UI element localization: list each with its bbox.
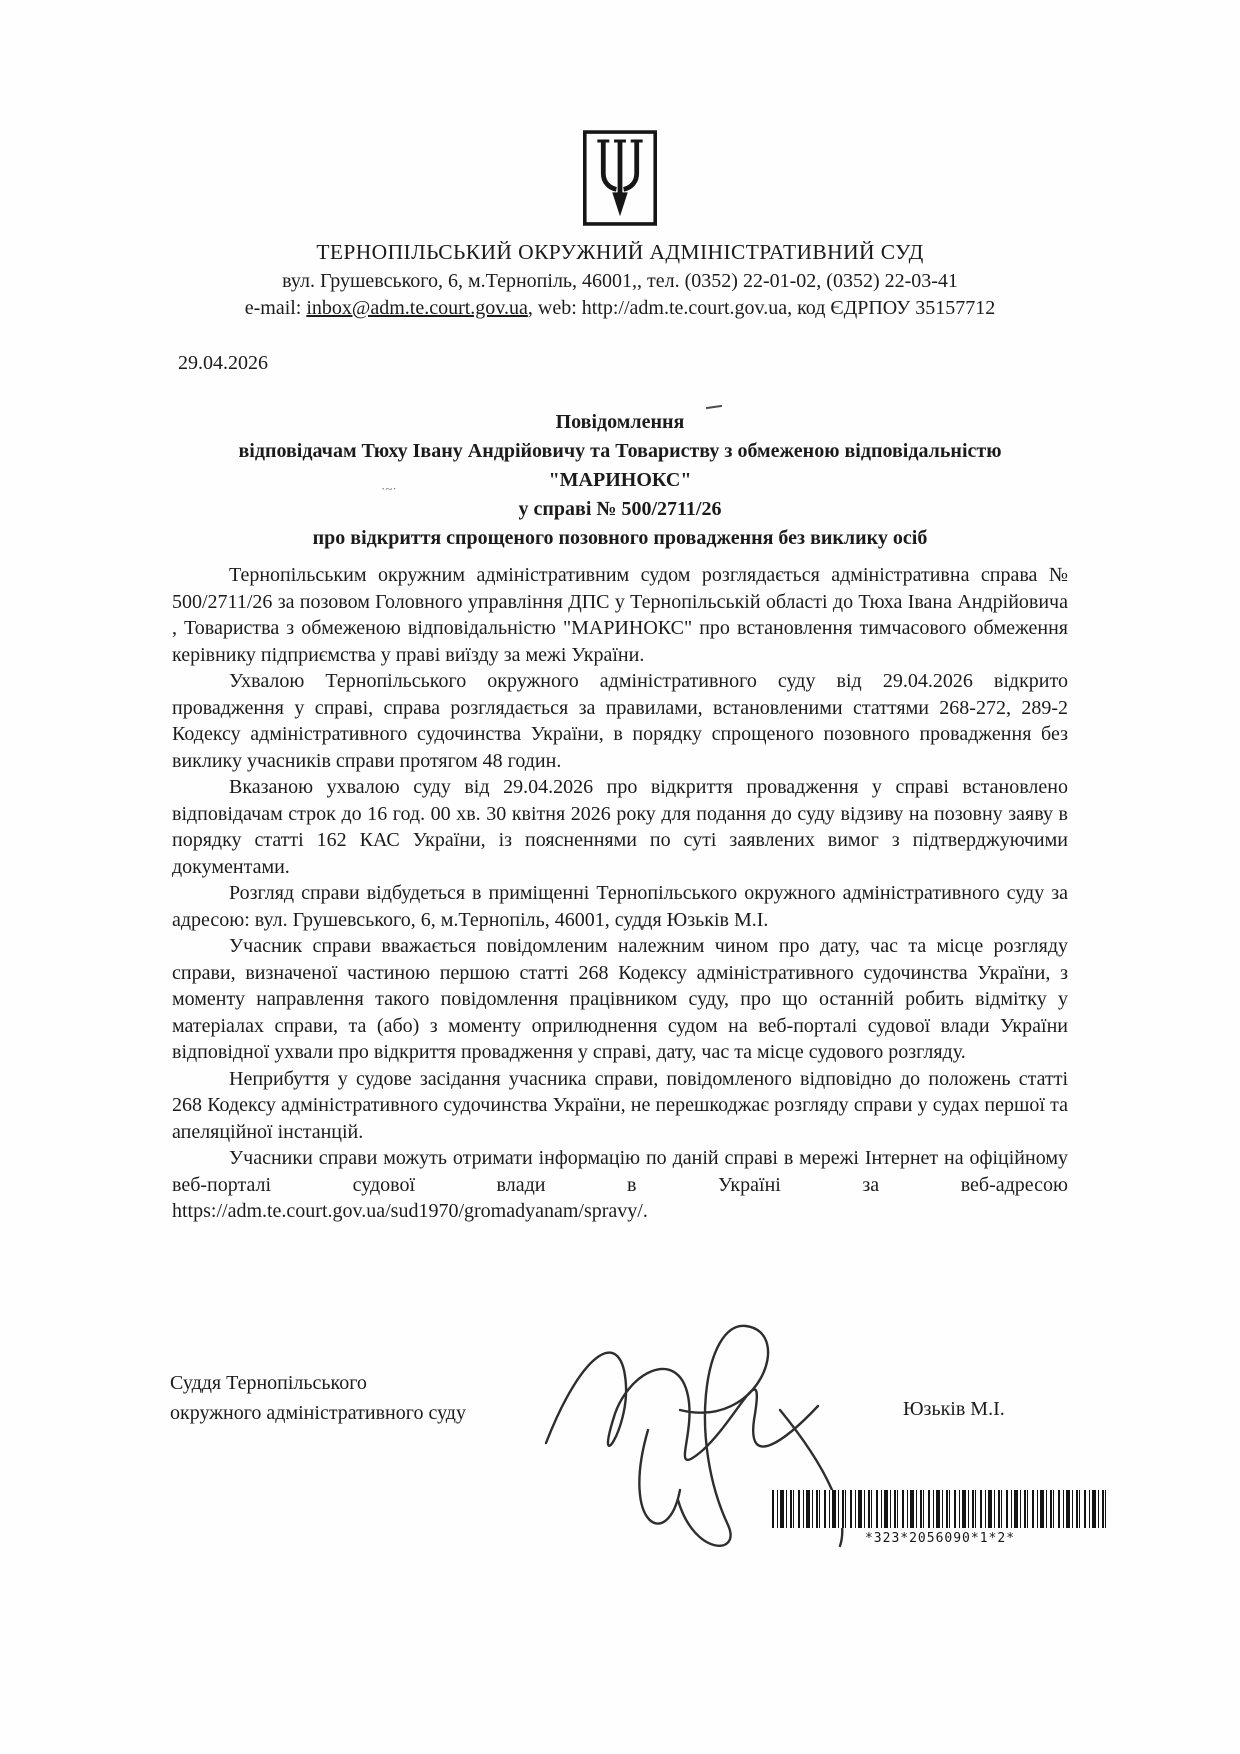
judge-title-line: Суддя Тернопільського [170, 1372, 367, 1394]
court-name: ТЕРНОПІЛЬСЬКИЙ ОКРУЖНИЙ АДМІНІСТРАТИВНИЙ СУД [316, 240, 924, 264]
notice-title [0, 408, 1240, 553]
body-paragraph: Вказаною ухвалою суду від 29.04.2026 про відкриття провадження у справі встановлено відповідачам строк до 16 год. 00 хв. 30 квітня 2026 року для подання до суду відзиву на позовну заяву в порядку статті 162 КАС України, із поясненнями по суті заявлених вимог з підтверджуючими документами. [172, 776, 1068, 878]
contact-line [0, 297, 1240, 320]
barcode [772, 1490, 1108, 1528]
barcode-block [772, 1490, 1108, 1546]
barcode-text: *323*2056090*1*2* [864, 1531, 1016, 1546]
body-paragraph: Ухвалою Тернопільського окружного адміністративного суду від 29.04.2026 відкрито провадження у справі, справа розглядається за правилами, встановленими статтями 268-272, 289-2 Кодексу адміністративного судочинства України, в порядку спрощеного позовного провадження без виклику учасників справи протягом 48 годин. [172, 670, 1068, 772]
notice-body [172, 562, 1068, 1225]
email-label: e-mail: [244, 297, 307, 319]
body-paragraph: Учасники справи можуть отримати інформацію по даній справі в мережі Інтернет на офіційному веб-порталі судової влади в Україні за веб-адресою https://adm.te.court.gov.ua/sud1970/gromadyanam/spravy/. [172, 1147, 1068, 1222]
notice-title-line: відповідачам Тюху Івану Андрійовичу та Товариству з обмеженою відповідальністю [238, 440, 1002, 462]
web-and-code-text: , web: http://adm.te.court.gov.ua, код ЄДРПОУ 35157712 [527, 297, 996, 319]
body-paragraph: Розгляд справи відбудеться в приміщенні Тернопільського окружного адміністративного суду за адресою: вул. Грушевського, 6, м.Тернопіль, 46001, суддя Юзьків М.І. [172, 882, 1068, 931]
judge-title-line: окружного адміністративного суду [170, 1402, 466, 1424]
judge-name: Юзьків М.І. [903, 1398, 1005, 1420]
notice-title-line: Повідомлення [555, 411, 685, 433]
document-date: 29.04.2026 [178, 352, 268, 374]
body-paragraph: Тернопільським окружним адміністративним судом розглядається адміністративна справа № 500/2711/26 за позовом Головного управління ДПС у Тернопільській області до Тюха Івана Андрійовича , Товариства з обмеженою відповідальністю "МАРИНОКС" про встановлення тимчасового обмеження керівнику підприємства у праві виїзду за межі України. [172, 564, 1068, 666]
letterhead [0, 130, 1240, 320]
email-link: inbox@adm.te.court.gov.ua [306, 297, 528, 319]
scan-artifact: ·~· [381, 481, 397, 496]
notice-title-line: "МАРИНОКС" [548, 469, 692, 491]
notice-title-line: про відкриття спрощеного позовного провадження без виклику осіб [312, 527, 928, 549]
body-paragraph: Неприбуття у судове засідання учасника справи, повідомленого відповідно до положень статті 268 Кодексу адміністративного судочинства України, не перешкоджає розгляду справи у судах першої та апеляційної інстанцій. [172, 1067, 1068, 1143]
ukraine-trident-emblem-icon [583, 130, 657, 231]
court-address: вул. Грушевського, 6, м.Тернопіль, 46001,, тел. (0352) 22-01-02, (0352) 22-03-41 [282, 270, 958, 292]
body-paragraph: Учасник справи вважається повідомленим належним чином про дату, час та місце розгляду справи, визначеної частиною першою статті 268 Кодексу адміністративного судочинства України, з моменту направлення такого повідомлення працівником суду, про що останній робить відмітку у матеріалах справи, та (або) з моменту оприлюднення судом на веб-порталі судової влади України відповідної ухвали про відкриття провадження у справі, дату, час та місце судового розгляду. [172, 935, 1068, 1063]
judge-title [170, 1368, 466, 1428]
notice-title-line: у справі № 500/2711/26 [518, 498, 722, 520]
